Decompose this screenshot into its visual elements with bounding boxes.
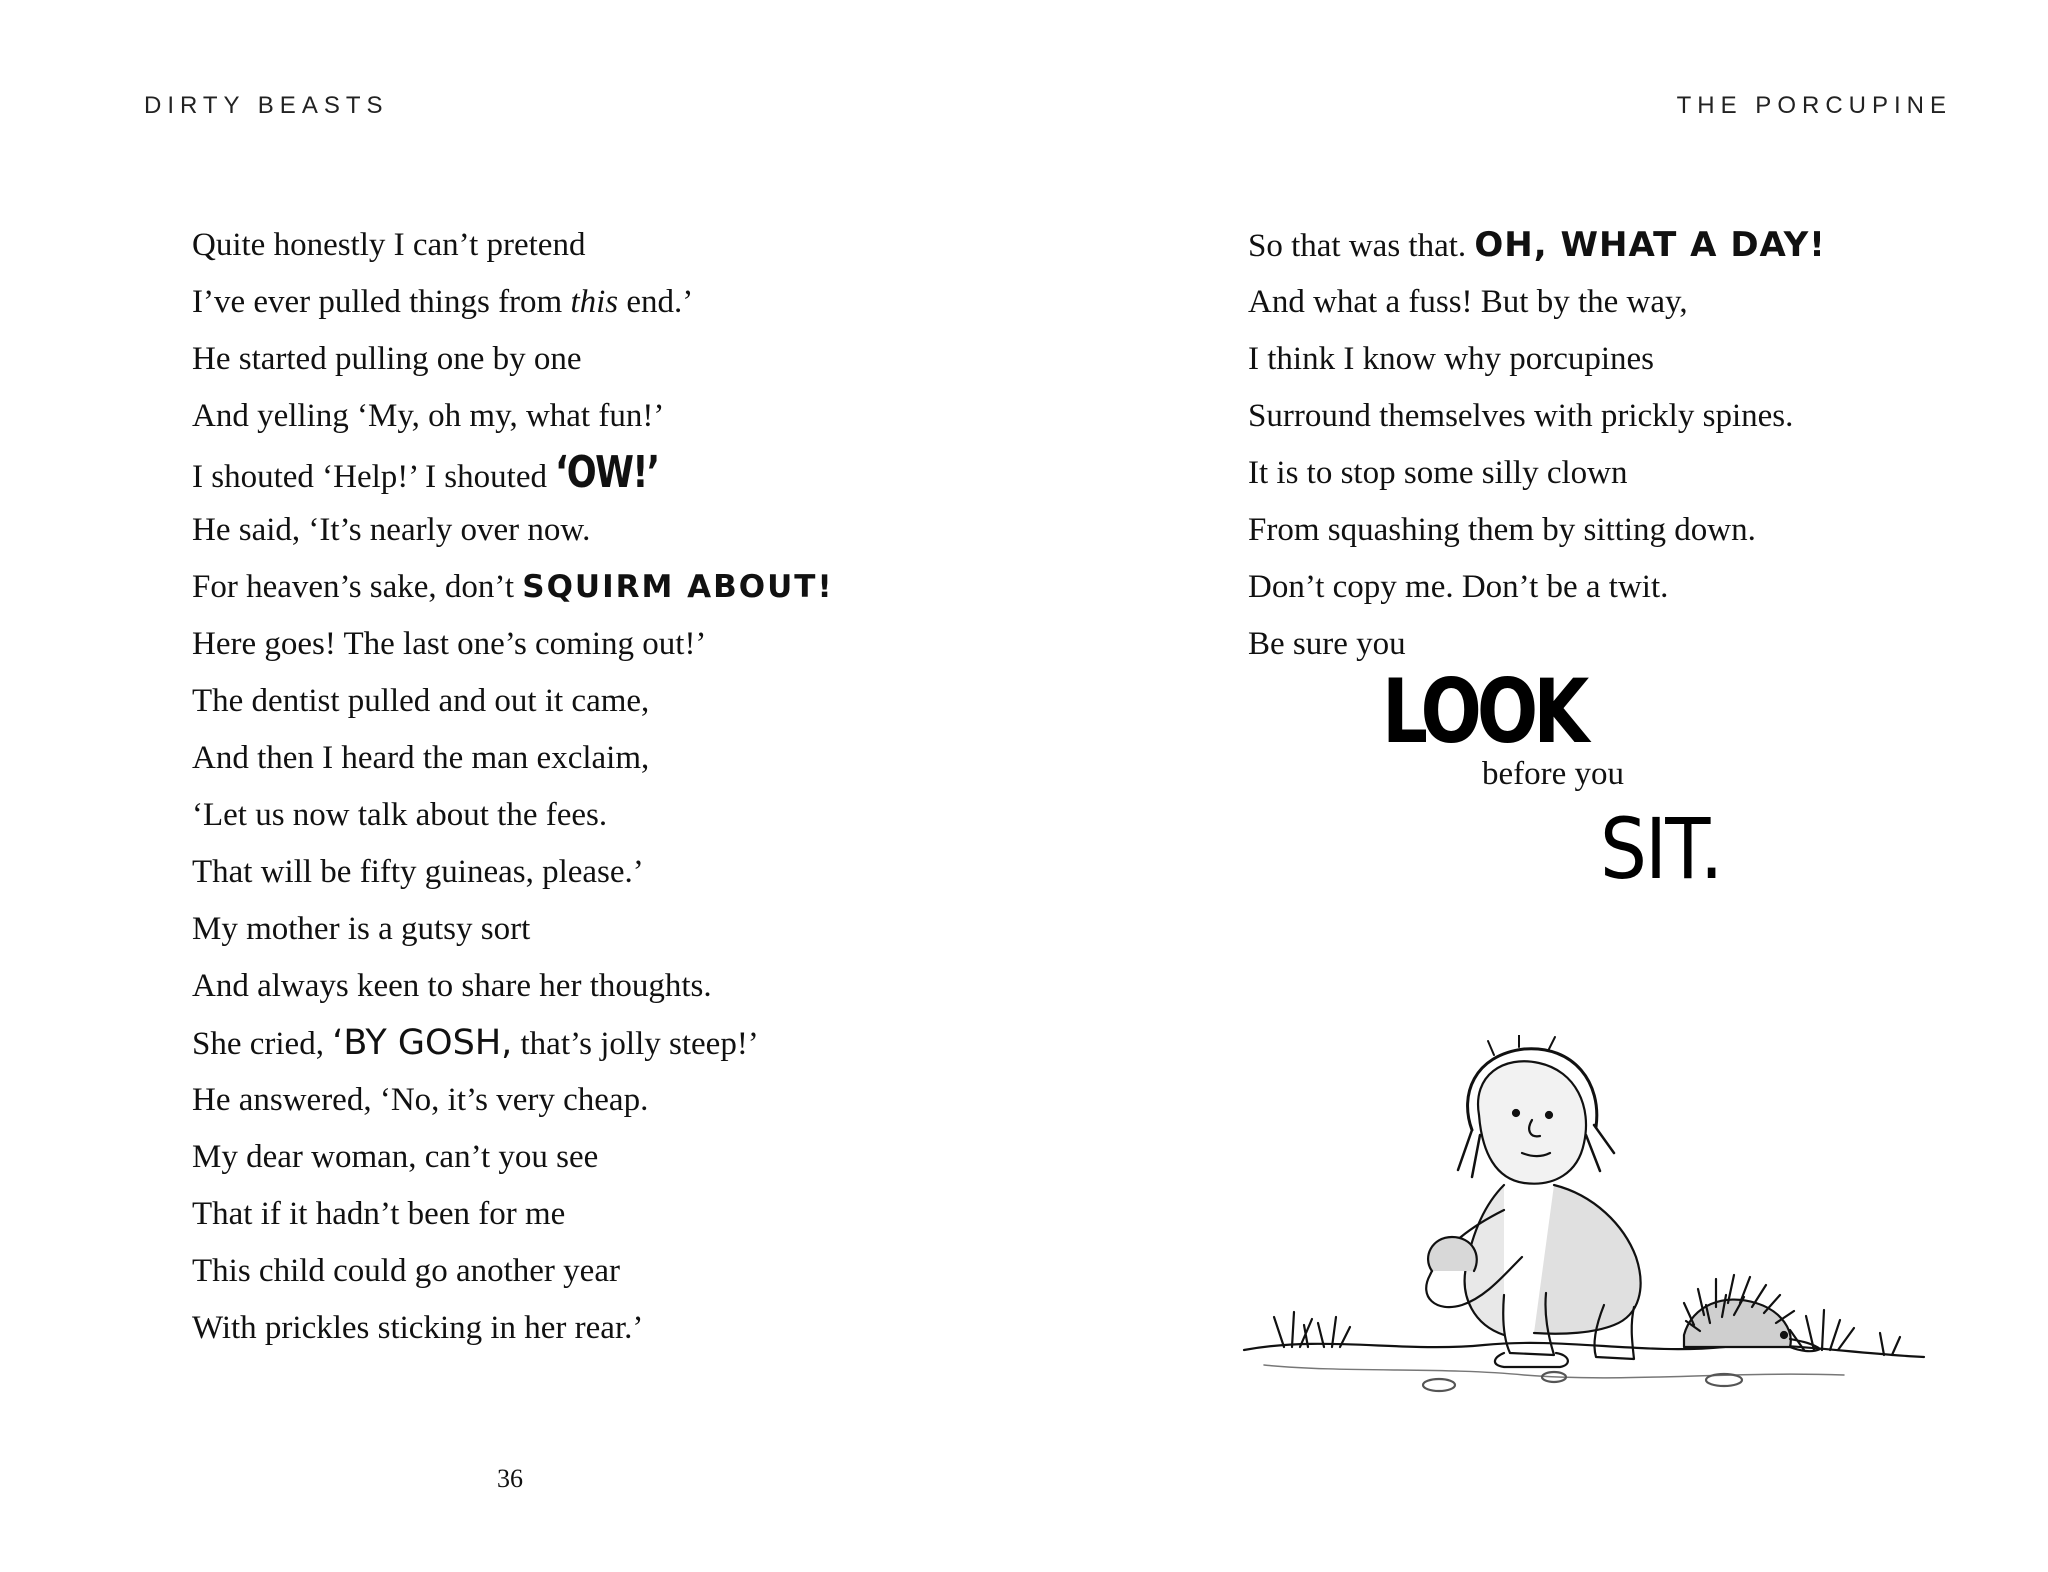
what-a-day-shout: OH, WHAT A DAY! xyxy=(1474,225,1826,265)
running-head-right: THE PORCUPINE xyxy=(1676,92,1952,119)
verse-line: Be sure you xyxy=(1248,626,1406,662)
sit-word: SIT. xyxy=(1600,800,1722,898)
emphasis-this: this xyxy=(570,284,619,320)
verse-line: This child could go another year xyxy=(192,1253,620,1289)
verse-line: She cried, ‘BY GOSH, that’s jolly steep!’ xyxy=(192,1023,759,1063)
look-word: LOOK xyxy=(1382,660,1585,763)
verse-line: And what a fuss! But by the way, xyxy=(1248,284,1688,320)
verse-line: My dear woman, can’t you see xyxy=(192,1139,599,1175)
ow-exclamation: ‘OW!’ xyxy=(555,447,659,498)
verse-line: My mother is a gutsy sort xyxy=(192,911,531,947)
verse-line: He said, ‘It’s nearly over now. xyxy=(192,512,591,548)
poem-verse-left xyxy=(192,222,834,1362)
verse-line: So that was that. OH, WHAT A DAY! xyxy=(1248,225,1826,265)
before-you-text: before you xyxy=(1482,756,1625,792)
verse-line: That if it hadn’t been for me xyxy=(192,1196,566,1232)
verse-line: Here goes! The last one’s coming out!’ xyxy=(192,626,707,662)
squirm-about-shout: SQUIRM ABOUT! xyxy=(522,569,834,605)
verse-line: Don’t copy me. Don’t be a twit. xyxy=(1248,569,1669,605)
poem-verse-right xyxy=(1248,222,1826,678)
verse-line: And then I heard the man exclaim, xyxy=(192,740,650,776)
verse-line: It is to stop some silly clown xyxy=(1248,455,1628,491)
verse-line: For heaven’s sake, don’t SQUIRM ABOUT! xyxy=(192,569,834,605)
verse-line: The dentist pulled and out it came, xyxy=(192,683,650,719)
page-number: 36 xyxy=(497,1464,523,1493)
verse-line: Surround themselves with prickly spines. xyxy=(1248,398,1794,434)
verse-line: That will be fifty guineas, please.’ xyxy=(192,854,644,890)
verse-line: Quite honestly I can’t pretend xyxy=(192,227,586,263)
verse-line: I think I know why porcupines xyxy=(1248,341,1655,377)
verse-line: And always keen to share her thoughts. xyxy=(192,968,712,1004)
verse-line: With prickles sticking in her rear.’ xyxy=(192,1310,644,1346)
verse-line: He started pulling one by one xyxy=(192,341,582,377)
running-head-left: DIRTY BEASTS xyxy=(144,92,389,119)
verse-line: He answered, ‘No, it’s very cheap. xyxy=(192,1082,649,1118)
verse-line: I’ve ever pulled things from this end.’ xyxy=(192,284,694,320)
girl-and-porcupine-illustration xyxy=(1204,1035,1954,1425)
by-gosh-shout: ‘BY GOSH, xyxy=(332,1023,513,1063)
verse-line: I shouted ‘Help!’ I shouted ‘OW!’ xyxy=(192,447,659,498)
verse-line: ‘Let us now talk about the fees. xyxy=(192,797,608,833)
verse-line: From squashing them by sitting down. xyxy=(1248,512,1756,548)
verse-line: And yelling ‘My, oh my, what fun!’ xyxy=(192,398,665,434)
right-page xyxy=(1024,0,2048,1572)
